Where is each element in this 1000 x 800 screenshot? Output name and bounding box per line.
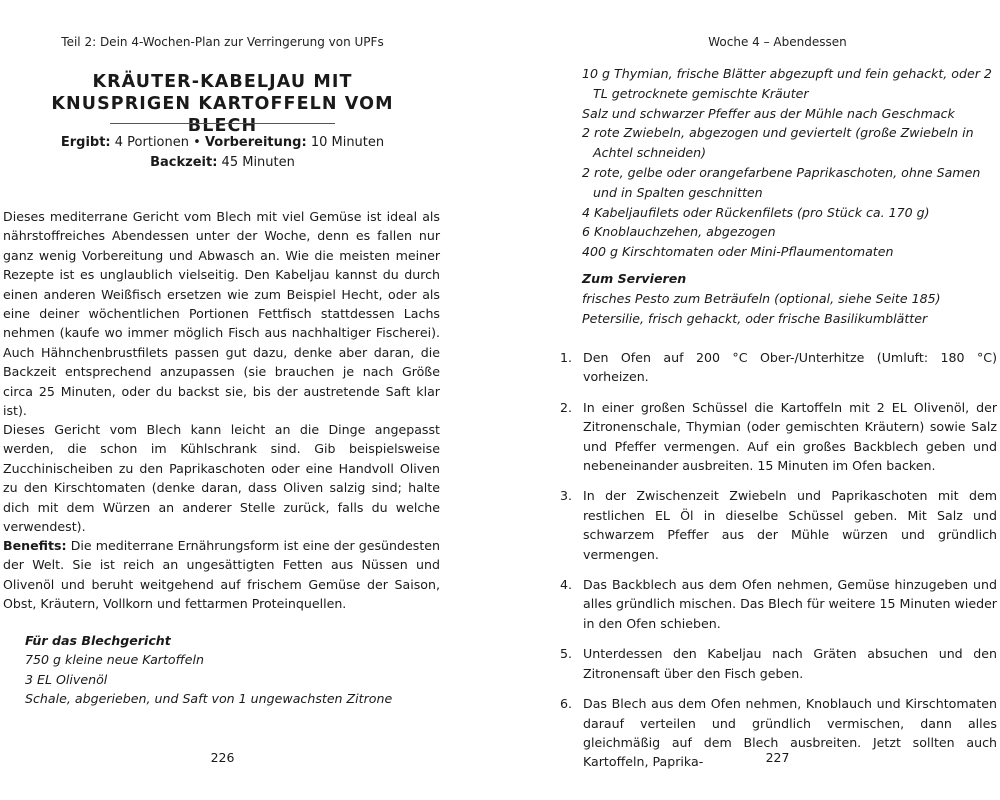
page-number-left: 226 bbox=[210, 750, 235, 765]
step-number: 2. bbox=[560, 399, 573, 415]
recipe-title: KRÄUTER-KABELJAU MIT KNUSPRIGEN KARTOFFELN VOM BLECH bbox=[51, 72, 394, 136]
yield-label: Ergibt: bbox=[60, 135, 111, 150]
bake-label: Backzeit: bbox=[150, 155, 218, 170]
right-page bbox=[555, 0, 1000, 800]
bake-value: 45 Minuten bbox=[221, 155, 295, 170]
ingredient-item: 10 g Thymian, frische Blätter abgezupft und fein gehackt, oder 2 TL getrocknete gemischte Kräuter bbox=[582, 66, 992, 101]
intro-text: Dieses mediterrane Gericht vom Blech mit viel Gemüse ist ideal als nährstoffreiches Abendessen unter der Woche, denn es fallen nur ganz wenig Vorbereitung und Abwasch an. Wie die meisten meiner Rezepte ist es unglaublich vielseitig. Den Kabeljau kannst du durch einen anderen Weißfisch ersetzen wie zum Beispiel Hecht, oder als eine deiner wöchentlichen Portionen Fettfisch stattdessen Lachs nehmen (kaufe wo immer möglich Fisch aus nachhaltiger Fischerei). Auch Hähnchenbrustfilets passen gut dazu, denke aber daran, die Backzeit entsprechend anzupassen (sie brauchen je nach Größe circa 25 Minuten, oder du backst sie, bis der austretende Saft klar ist). bbox=[3, 209, 440, 419]
ingredients-list-right bbox=[582, 64, 992, 328]
ingredient-item: 2 rote, gelbe oder orangefarbene Paprikaschoten, ohne Samen und in Spalten geschnitten bbox=[582, 164, 981, 200]
ingredient-item: 750 g kleine neue Kartoffeln bbox=[25, 652, 204, 668]
meta-line-1 bbox=[0, 133, 445, 153]
running-head-right: Woche 4 – Abendessen bbox=[708, 35, 847, 49]
prep-value: 10 Minuten bbox=[310, 135, 385, 150]
meta-separator: • bbox=[193, 135, 201, 150]
ingredient-item: 2 rote Zwiebeln, abgezogen und geviertelt (große Zwiebeln in Achtel schneiden) bbox=[582, 125, 974, 161]
benefits-paragraph bbox=[3, 536, 440, 614]
step-text: Unterdessen den Kabeljau nach Gräten absuchen und den Zitronensaft über den Fisch geben. bbox=[583, 646, 997, 681]
ingredient-item: Schale, abgerieben, und Saft von 1 ungewachsten Zitrone bbox=[25, 691, 393, 707]
serving-item: Petersilie, frisch gehackt, oder frische Basilikumblätter bbox=[582, 310, 928, 326]
step-text: In der Zwischenzeit Zwiebeln und Paprikaschoten mit dem restlichen EL Öl in dieselbe Schüssel geben. Mit Salz und schwarzem Pfeffer aus der Mühle würzen und gründlich vermengen. bbox=[583, 488, 997, 562]
benefits-label: Benefits: bbox=[3, 538, 67, 553]
step-number: 1. bbox=[560, 350, 573, 365]
ingredients-list-left bbox=[25, 631, 425, 709]
method-step bbox=[555, 348, 997, 387]
variation-text: Dieses Gericht vom Blech kann leicht an die Dinge angepasst werden, die schon im Kühlschrank sind. Gib beispielsweise Zucchinischeiben zu den Paprikaschoten oder eine Handvoll Oliven zu den Kirschtomaten (denke daran, dass Oliven salzig sind; halte dich mit dem Würzen an anderer Stelle zurück, falls du welche verwendest). bbox=[3, 422, 440, 535]
step-text: In einer großen Schüssel die Kartoffeln mit 2 EL Olivenöl, der Zitronenschale, Thymian (oder gemischten Kräutern) sowie Salz und Pfeffer vermengen. Auf ein großes Backblech geben und nebeneinander ausbreiten. 15 Minuten im Ofen backen. bbox=[583, 399, 997, 474]
step-number: 6. bbox=[560, 696, 573, 712]
method-step bbox=[555, 644, 997, 683]
ingredients-heading: Für das Blechgericht bbox=[25, 633, 171, 648]
ingredient-item: 3 EL Olivenöl bbox=[25, 671, 108, 687]
benefits-text-block bbox=[3, 536, 440, 614]
serving-heading: Zum Servieren bbox=[582, 270, 687, 286]
page-number-right: 227 bbox=[765, 750, 790, 765]
method-steps bbox=[555, 348, 997, 783]
title-divider bbox=[110, 123, 335, 124]
ingredient-item: 400 g Kirschtomaten oder Mini-Pflaumentomaten bbox=[582, 244, 894, 260]
benefits-text: Die mediterrane Ernährungsform ist eine der gesündesten der Welt. Sie ist reich an ungesättigten Fetten aus Nüssen und Olivenöl und beruht weitgehend auf frischem Gemüse der Saison, Obst, Kräutern, Vollkorn und fettarmen Proteinquellen. bbox=[3, 538, 440, 612]
variation-paragraph bbox=[3, 420, 440, 536]
step-text: Das Blech aus dem Ofen nehmen, Knoblauch und Kirschtomaten darauf verteilen und gründlich vermischen, dann alles gleichmäßig auf dem Blech ausbreiten. Jetzt sollten auch Kartoffeln, Paprika- bbox=[583, 696, 997, 770]
step-number: 3. bbox=[560, 488, 573, 504]
step-text: Das Backblech aus dem Ofen nehmen, Gemüse hinzugeben und alles gründlich mischen. Das Blech für weitere 15 Minuten wieder in den Ofen schieben. bbox=[583, 577, 997, 631]
ingredient-item: 6 Knoblauchzehen, abgezogen bbox=[582, 224, 776, 240]
step-number: 4. bbox=[560, 577, 573, 593]
left-page bbox=[0, 0, 445, 800]
method-step bbox=[555, 486, 997, 564]
meta-line-2 bbox=[0, 153, 445, 173]
prep-label: Vorbereitung: bbox=[204, 135, 307, 150]
yield-value: 4 Portionen bbox=[114, 135, 189, 150]
intro-paragraph bbox=[3, 207, 440, 420]
step-number: 5. bbox=[560, 646, 573, 662]
ingredient-item: Salz und schwarzer Pfeffer aus der Mühle nach Geschmack bbox=[582, 105, 955, 121]
method-step bbox=[555, 398, 997, 476]
serving-item: frisches Pesto zum Beträufeln (optional, siehe Seite 185) bbox=[582, 290, 941, 306]
recipe-meta bbox=[0, 133, 445, 173]
running-head-left: Teil 2: Dein 4-Wochen-Plan zur Verringerung von UPFs bbox=[61, 35, 384, 49]
method-step bbox=[555, 575, 997, 633]
step-text: Den Ofen auf 200 °C Ober-/Unterhitze (Umluft: 180 °C) vorheizen. bbox=[583, 350, 997, 385]
serving-section bbox=[582, 269, 992, 328]
ingredient-item: 4 Kabeljaufilets oder Rückenfilets (pro Stück ca. 170 g) bbox=[582, 204, 930, 220]
